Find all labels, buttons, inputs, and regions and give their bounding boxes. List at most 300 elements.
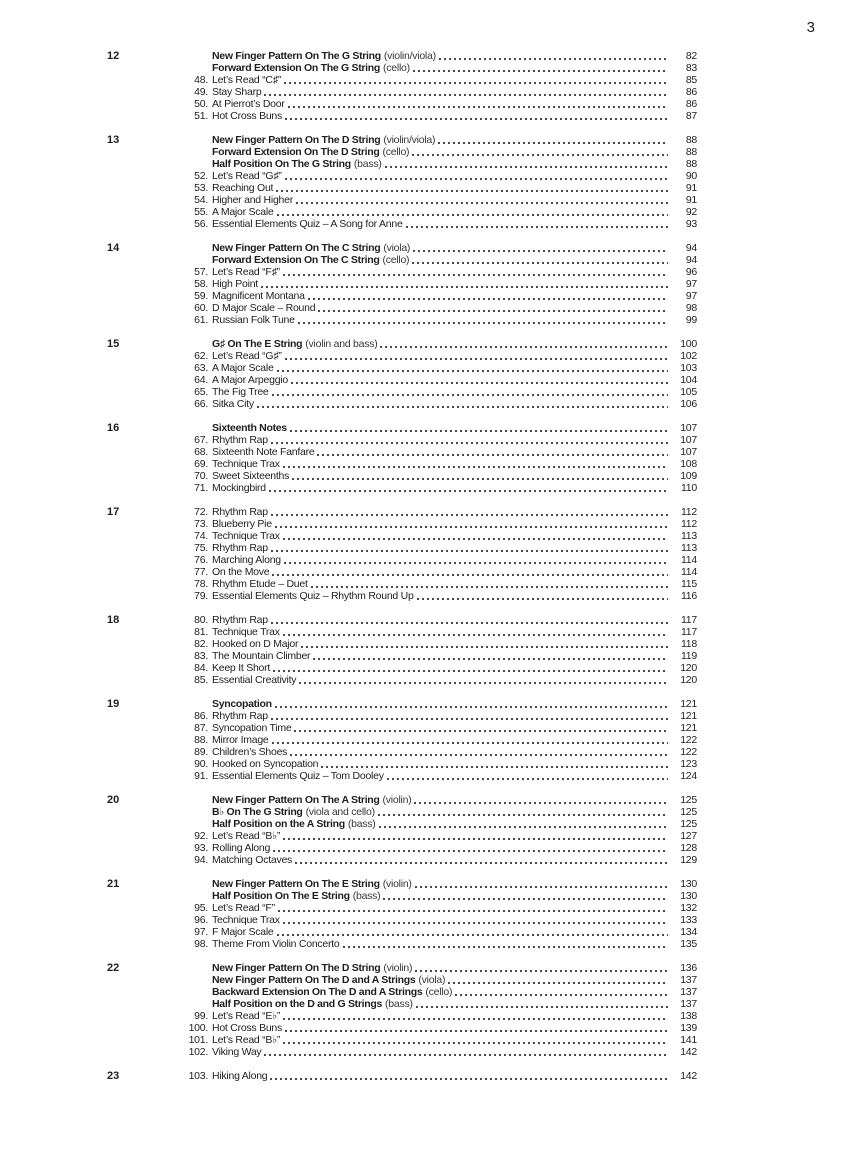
entry-number: 102. <box>188 1046 208 1058</box>
entry-instruments: (cello) <box>382 146 410 158</box>
toc-entry-row <box>107 878 697 890</box>
toc-section <box>107 422 697 494</box>
entry-page-number: 114 <box>681 554 697 566</box>
toc-entry-row <box>107 302 697 314</box>
entry-page-number: 127 <box>680 830 697 842</box>
entry-title: Magnificent Montana <box>212 290 305 302</box>
dot-leader <box>257 406 668 408</box>
entry-title: A Major Arpeggio <box>212 374 288 386</box>
entry-number: 78. <box>194 578 208 590</box>
dot-leader <box>283 838 668 840</box>
toc-entry-row <box>107 734 697 746</box>
dot-leader <box>271 514 668 516</box>
entry-page-number: 132 <box>680 902 697 914</box>
entry-page-number: 102 <box>680 350 697 362</box>
section-entries <box>107 1070 697 1082</box>
toc-entry-row <box>107 890 697 902</box>
dot-leader <box>285 1030 668 1032</box>
toc-entry-row <box>107 758 697 770</box>
entry-title-bold: Syncopation <box>212 698 272 710</box>
entry-page-number: 125 <box>680 806 697 818</box>
entry-page-number: 138 <box>680 1010 697 1022</box>
entry-page-number: 88 <box>685 158 697 170</box>
toc-entry-row <box>107 278 697 290</box>
entry-page-number: 94 <box>685 254 697 266</box>
entry-page-number: 110 <box>681 482 697 494</box>
toc-section <box>107 50 697 122</box>
toc-entry-row <box>107 530 697 542</box>
toc-entry-row <box>107 458 697 470</box>
entry-title: Let’s Read “B♭” <box>212 1034 281 1046</box>
entry-number: 88. <box>194 734 208 746</box>
entry-title: Rhythm Rap <box>212 434 268 446</box>
dot-leader <box>284 82 668 84</box>
entry-page-number: 107 <box>680 422 697 434</box>
entry-title: Rhythm Rap <box>212 542 268 554</box>
entry-page-number: 93 <box>685 218 697 230</box>
entry-instruments: (violin) <box>383 962 413 974</box>
dot-leader <box>285 178 668 180</box>
entry-number: 72. <box>194 506 208 518</box>
entry-title-bold: New Finger Pattern On The D String <box>212 962 381 974</box>
entry-title: Let’s Read “F♯” <box>212 266 280 278</box>
dot-leader <box>415 886 668 888</box>
toc-entry-row <box>107 338 697 350</box>
entry-page-number: 120 <box>680 674 697 686</box>
toc-entry-row <box>107 422 697 434</box>
entry-number: 57. <box>194 266 208 278</box>
toc-entry-row <box>107 254 697 266</box>
toc-entry-row <box>107 638 697 650</box>
toc-entry-row <box>107 1034 697 1046</box>
entry-number: 79. <box>194 590 208 602</box>
dot-leader <box>448 982 668 984</box>
entry-instruments: (violin) <box>382 878 412 890</box>
entry-page-number: 97 <box>685 278 697 290</box>
toc-entry-row <box>107 506 697 518</box>
entry-number: 60. <box>194 302 208 314</box>
entry-number: 61. <box>194 314 208 326</box>
entry-title: On the Move <box>212 566 270 578</box>
entry-title: Hiking Along <box>212 1070 268 1082</box>
entry-title-bold: Half Position on the D and G Strings <box>212 998 383 1010</box>
dot-leader <box>311 586 668 588</box>
entry-title: High Point <box>212 278 258 290</box>
dot-leader <box>290 754 668 756</box>
dot-leader <box>455 994 668 996</box>
toc-section <box>107 1070 697 1082</box>
entry-page-number: 87 <box>685 110 697 122</box>
entry-number: 59. <box>194 290 208 302</box>
entry-title: F Major Scale <box>212 926 274 938</box>
entry-title: Viking Way <box>212 1046 262 1058</box>
entry-instruments: (bass) <box>352 890 381 902</box>
entry-number: 94. <box>194 854 208 866</box>
entry-number: 50. <box>194 98 208 110</box>
unit-number: 19 <box>107 698 120 710</box>
entry-page-number: 107 <box>680 434 697 446</box>
entry-number: 51. <box>194 110 208 122</box>
entry-page-number: 137 <box>680 986 697 998</box>
entry-number: 101. <box>188 1034 208 1046</box>
entry-page-number: 100 <box>680 338 697 350</box>
entry-title: Essential Elements Quiz – A Song for Anne <box>212 218 403 230</box>
section-entries <box>107 242 697 326</box>
entry-title: Sitka City <box>212 398 254 410</box>
entry-number: 95. <box>194 902 208 914</box>
entry-instruments: (violin) <box>382 794 412 806</box>
entry-instruments: (viola) <box>383 242 411 254</box>
dot-leader <box>415 970 668 972</box>
toc-entry-row <box>107 746 697 758</box>
section-entries <box>107 338 697 410</box>
toc-entry-row <box>107 998 697 1010</box>
toc-entry-row <box>107 842 697 854</box>
entry-title: Let’s Read “B♭” <box>212 830 281 842</box>
entry-title: Hot Cross Buns <box>212 110 283 122</box>
entry-number: 100. <box>188 1022 208 1034</box>
dot-leader <box>278 910 668 912</box>
entry-title-bold: New Finger Pattern On The D String <box>212 134 381 146</box>
entry-instruments: (viola and cello) <box>305 806 375 818</box>
entry-title: Higher and Higher <box>212 194 293 206</box>
entry-page-number: 130 <box>680 890 697 902</box>
toc-entry-row <box>107 62 697 74</box>
section-entries <box>107 878 697 950</box>
dot-leader <box>273 670 668 672</box>
dot-leader <box>298 322 668 324</box>
toc-section <box>107 134 697 230</box>
entry-page-number: 125 <box>680 794 697 806</box>
toc-entry-row <box>107 218 697 230</box>
toc-entry-row <box>107 290 697 302</box>
entry-instruments: (bass) <box>385 998 413 1010</box>
entry-instruments: (cello) <box>425 986 453 998</box>
entry-title: Rhythm Rap <box>212 506 268 518</box>
entry-title-bold: Sixteenth Notes <box>212 422 287 434</box>
toc-entry-row <box>107 446 697 458</box>
dot-leader <box>412 262 668 264</box>
entry-number: 71. <box>194 482 208 494</box>
dot-leader <box>291 382 668 384</box>
unit-number: 15 <box>107 338 120 350</box>
entry-title: Marching Along <box>212 554 281 566</box>
entry-page-number: 86 <box>685 98 697 110</box>
section-entries <box>107 962 697 1058</box>
entry-page-number: 136 <box>680 962 697 974</box>
entry-page-number: 142 <box>680 1070 697 1082</box>
entry-number: 90. <box>194 758 208 770</box>
toc-entry-row <box>107 74 697 86</box>
dot-leader <box>321 766 668 768</box>
dot-leader <box>272 742 668 744</box>
entry-title: Essential Elements Quiz – Rhythm Round Up <box>212 590 414 602</box>
entry-page-number: 99 <box>685 314 697 326</box>
dot-leader <box>412 154 668 156</box>
entry-page-number: 114 <box>681 566 697 578</box>
entry-number: 52. <box>194 170 208 182</box>
entry-page-number: 137 <box>680 974 697 986</box>
entry-number: 58. <box>194 278 208 290</box>
dot-leader <box>271 550 668 552</box>
entry-page-number: 106 <box>680 398 697 410</box>
unit-number: 13 <box>107 134 120 146</box>
entry-page-number: 115 <box>681 578 697 590</box>
dot-leader <box>380 346 668 348</box>
toc-entry-row <box>107 170 697 182</box>
entry-title-bold: New Finger Pattern On The G String <box>212 50 381 62</box>
entry-instruments: (viola) <box>418 974 446 986</box>
entry-title: Let’s Read “G♯” <box>212 350 282 362</box>
entry-title-bold: New Finger Pattern On The A String <box>212 794 380 806</box>
entry-number: 74. <box>194 530 208 542</box>
page-number: 3 <box>806 19 815 36</box>
toc-entry-row <box>107 914 697 926</box>
entry-title-bold: Backward Extension On The D and A Strings <box>212 986 423 998</box>
toc-entry-row <box>107 98 697 110</box>
entry-title-bold: New Finger Pattern On The E String <box>212 878 380 890</box>
entry-page-number: 119 <box>681 650 697 662</box>
toc-entry-row <box>107 362 697 374</box>
dot-leader <box>292 478 668 480</box>
entry-page-number: 112 <box>681 506 697 518</box>
entry-title: Hot Cross Buns <box>212 1022 283 1034</box>
entry-number: 98. <box>194 938 208 950</box>
entry-title-bold: New Finger Pattern On The C String <box>212 242 381 254</box>
section-entries <box>107 794 697 866</box>
dot-leader <box>313 658 668 660</box>
entry-number: 77. <box>194 566 208 578</box>
entry-title: Let’s Read “E♭” <box>212 1010 281 1022</box>
entry-number: 93. <box>194 842 208 854</box>
entry-title: Rhythm Rap <box>212 710 268 722</box>
dot-leader <box>283 466 668 468</box>
entry-instruments: (cello) <box>382 254 410 266</box>
entry-page-number: 123 <box>680 758 697 770</box>
toc-entry-row <box>107 806 697 818</box>
dot-leader <box>272 574 668 576</box>
section-entries <box>107 698 697 782</box>
entry-page-number: 117 <box>681 614 697 626</box>
entry-instruments: (cello) <box>383 62 410 74</box>
entry-number: 65. <box>194 386 208 398</box>
dot-leader <box>413 250 668 252</box>
dot-leader <box>276 190 668 192</box>
entry-page-number: 120 <box>680 662 697 674</box>
entry-number: 87. <box>194 722 208 734</box>
entry-instruments: (bass) <box>347 818 376 830</box>
toc-entry-row <box>107 374 697 386</box>
toc-entry-row <box>107 710 697 722</box>
entry-title: Technique Trax <box>212 530 280 542</box>
toc-entry-row <box>107 698 697 710</box>
dot-leader <box>383 898 668 900</box>
dot-leader <box>285 358 668 360</box>
entry-title: Mirror Image <box>212 734 269 746</box>
entry-title: The Mountain Climber <box>212 650 311 662</box>
toc-entry-row <box>107 662 697 674</box>
toc-section <box>107 338 697 410</box>
entry-instruments: (violin/viola) <box>383 50 436 62</box>
dot-leader <box>413 70 668 72</box>
toc-section <box>107 506 697 602</box>
entry-number: 53. <box>194 182 208 194</box>
toc-section <box>107 794 697 866</box>
toc-entry-row <box>107 902 697 914</box>
entry-page-number: 88 <box>685 134 697 146</box>
unit-number: 21 <box>107 878 120 890</box>
toc-entry-row <box>107 770 697 782</box>
dot-leader <box>414 802 668 804</box>
entry-page-number: 113 <box>681 530 697 542</box>
toc-entry-row <box>107 386 697 398</box>
dot-leader <box>283 538 668 540</box>
toc-section <box>107 878 697 950</box>
entry-number: 49. <box>194 86 208 98</box>
toc-entry-row <box>107 1010 697 1022</box>
entry-title: Matching Octaves <box>212 854 293 866</box>
entry-page-number: 85 <box>685 74 697 86</box>
entry-number: 64. <box>194 374 208 386</box>
entry-number: 73. <box>194 518 208 530</box>
toc-entry-row <box>107 1046 697 1058</box>
entry-number: 91. <box>194 770 208 782</box>
toc-entry-row <box>107 50 697 62</box>
entry-title: Children’s Shoes <box>212 746 288 758</box>
entry-page-number: 121 <box>680 722 697 734</box>
entry-number: 85. <box>194 674 208 686</box>
entry-page-number: 112 <box>681 518 697 530</box>
entry-page-number: 113 <box>681 542 697 554</box>
dot-leader <box>277 214 668 216</box>
entry-title: Syncopation Time <box>212 722 292 734</box>
entry-number: 99. <box>194 1010 208 1022</box>
entry-title: Technique Trax <box>212 458 280 470</box>
toc-entry-row <box>107 482 697 494</box>
entry-title-bold: Forward Extension On The D String <box>212 146 380 158</box>
entry-title: Let’s Read “C♯” <box>212 74 282 86</box>
dot-leader <box>277 934 668 936</box>
dot-leader <box>417 598 668 600</box>
entry-page-number: 97 <box>685 290 697 302</box>
toc-entry-row <box>107 470 697 482</box>
entry-number: 83. <box>194 650 208 662</box>
toc-entry-row <box>107 830 697 842</box>
entry-page-number: 128 <box>680 842 697 854</box>
entry-title: Let’s Read “G♯” <box>212 170 282 182</box>
toc-entry-row <box>107 986 697 998</box>
dot-leader <box>283 274 668 276</box>
toc-entry-row <box>107 818 697 830</box>
entry-title-bold: Half Position On The G String <box>212 158 351 170</box>
dot-leader <box>277 370 668 372</box>
entry-title: Keep It Short <box>212 662 271 674</box>
entry-title: The Fig Tree <box>212 386 269 398</box>
toc-entry-row <box>107 722 697 734</box>
dot-leader <box>416 1006 668 1008</box>
toc-entry-row <box>107 1070 697 1082</box>
entry-title: Technique Trax <box>212 914 280 926</box>
toc-entry-row <box>107 614 697 626</box>
dot-leader <box>308 298 668 300</box>
entry-title: A Major Scale <box>212 206 274 218</box>
toc-entry-row <box>107 962 697 974</box>
entry-page-number: 141 <box>680 1034 697 1046</box>
entry-page-number: 133 <box>680 914 697 926</box>
entry-page-number: 105 <box>680 386 697 398</box>
dot-leader <box>299 682 668 684</box>
dot-leader <box>271 622 668 624</box>
toc-section <box>107 242 697 326</box>
entry-number: 48. <box>194 74 208 86</box>
toc-entry-row <box>107 134 697 146</box>
entry-page-number: 125 <box>680 818 697 830</box>
unit-number: 20 <box>107 794 120 806</box>
dot-leader <box>283 634 668 636</box>
entry-title-bold: New Finger Pattern On The D and A Strings <box>212 974 416 986</box>
entry-title: Mockingbird <box>212 482 266 494</box>
entry-page-number: 135 <box>680 938 697 950</box>
entry-number: 69. <box>194 458 208 470</box>
dot-leader <box>438 142 668 144</box>
dot-leader <box>295 862 668 864</box>
section-entries <box>107 506 697 602</box>
toc-entry-row <box>107 434 697 446</box>
toc-entry-row <box>107 314 697 326</box>
entry-page-number: 121 <box>680 710 697 722</box>
dot-leader <box>294 730 668 732</box>
entry-title-bold: G♯ On The E String <box>212 338 303 350</box>
entry-number: 92. <box>194 830 208 842</box>
entry-title: Technique Trax <box>212 626 280 638</box>
unit-number: 14 <box>107 242 120 254</box>
entry-title-bold: Half Position on the A String <box>212 818 345 830</box>
toc-section <box>107 962 697 1058</box>
entry-page-number: 86 <box>685 86 697 98</box>
toc-section <box>107 614 697 686</box>
dot-leader <box>269 490 668 492</box>
dot-leader <box>296 202 668 204</box>
dot-leader <box>318 310 668 312</box>
entry-number: 63. <box>194 362 208 374</box>
toc-entry-row <box>107 398 697 410</box>
dot-leader <box>387 778 668 780</box>
entry-page-number: 83 <box>685 62 697 74</box>
section-entries <box>107 134 697 230</box>
dot-leader <box>275 706 668 708</box>
entry-number: 76. <box>194 554 208 566</box>
dot-leader <box>261 286 668 288</box>
table-of-contents <box>107 50 697 1094</box>
toc-entry-row <box>107 182 697 194</box>
toc-section <box>107 698 697 782</box>
unit-number: 23 <box>107 1070 120 1082</box>
entry-page-number: 88 <box>685 146 697 158</box>
entry-title-bold: Half Position On The E String <box>212 890 350 902</box>
entry-title: Hooked on D Major <box>212 638 299 650</box>
entry-page-number: 134 <box>680 926 697 938</box>
entry-title: Let’s Read “F” <box>212 902 275 914</box>
toc-entry-row <box>107 518 697 530</box>
entry-page-number: 108 <box>680 458 697 470</box>
dot-leader <box>283 922 668 924</box>
entry-number: 66. <box>194 398 208 410</box>
entry-page-number: 129 <box>680 854 697 866</box>
toc-entry-row <box>107 674 697 686</box>
entry-page-number: 104 <box>680 374 697 386</box>
dot-leader <box>283 1018 668 1020</box>
toc-entry-row <box>107 242 697 254</box>
